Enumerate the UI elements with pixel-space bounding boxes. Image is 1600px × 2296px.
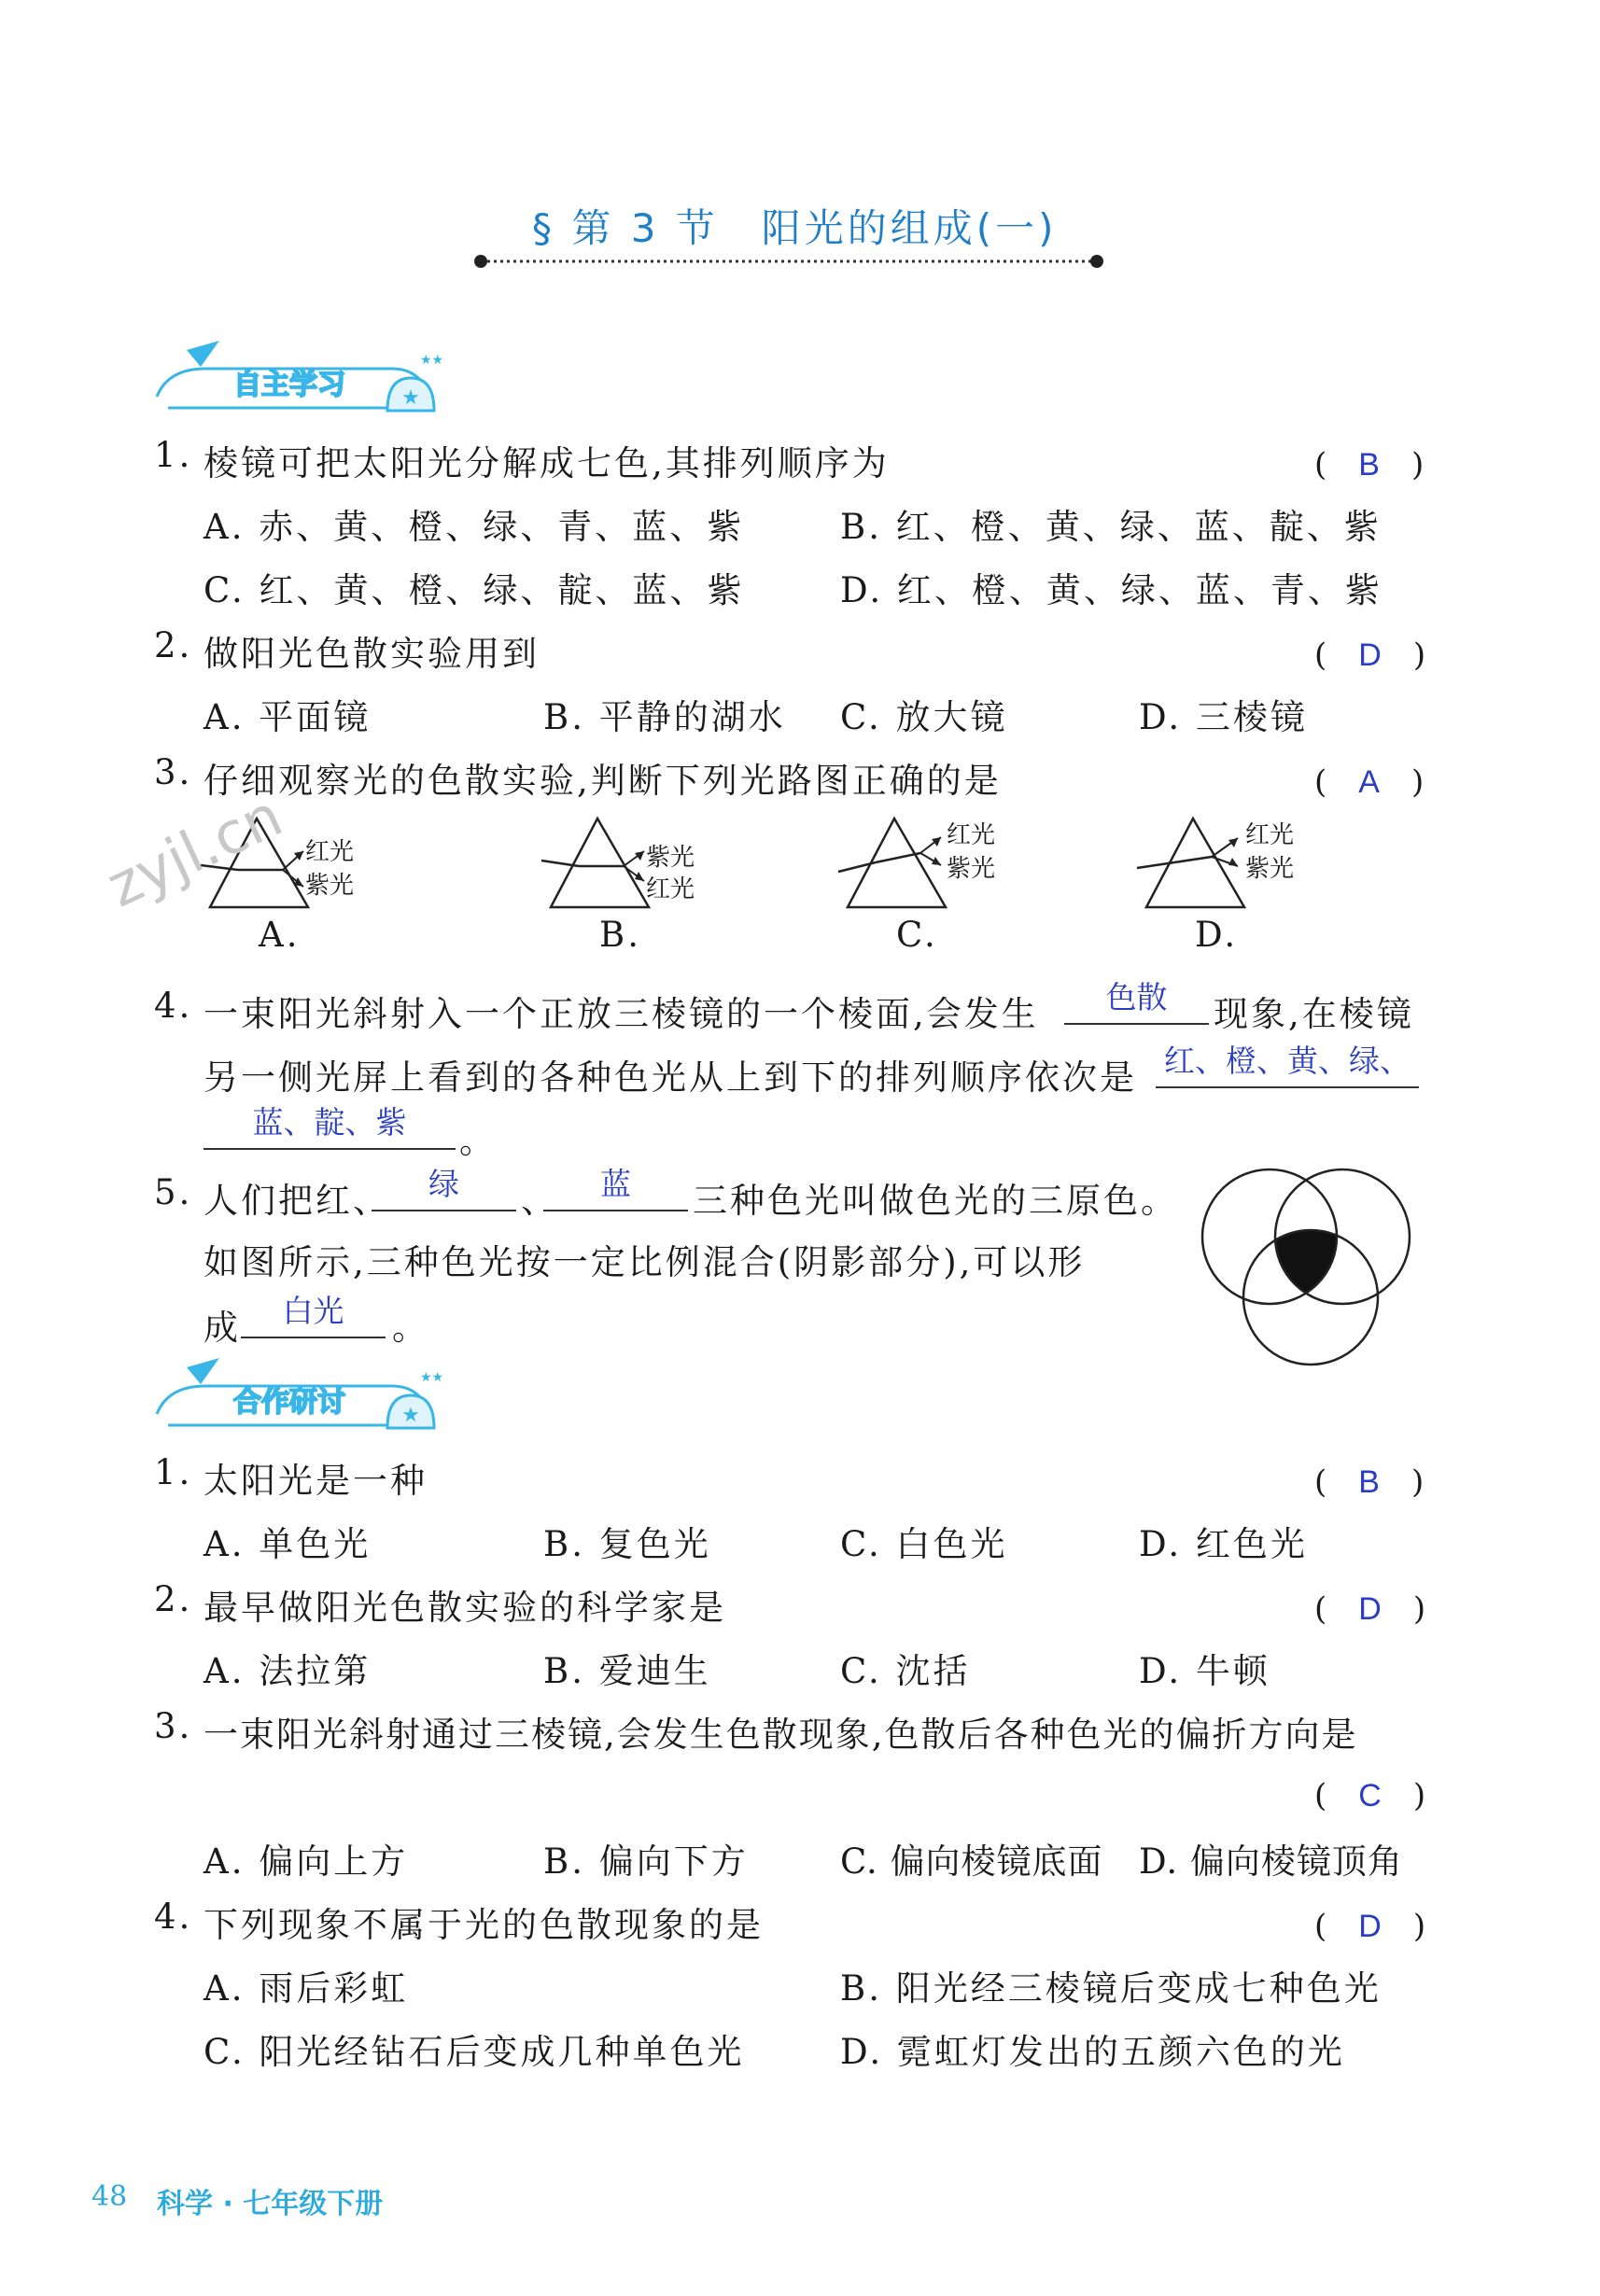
question-text: 仔细观察光的色散实验,判断下列光路图正确的是 (204, 761, 1002, 801)
option-b: B. 红、橙、黄、绿、蓝、靛、紫 (840, 507, 1382, 547)
option-d: D. 牛顿 (1139, 1651, 1270, 1691)
question-number: 4. (154, 1897, 193, 1937)
prism-diagram-c (838, 814, 1006, 954)
option-d: D. 三棱镜 (1139, 697, 1308, 737)
figure-letter: C. (896, 915, 938, 955)
question-text: 现象,在棱镜 (1214, 994, 1414, 1034)
question-text: 一束阳光斜射通过三棱镜,会发生色散现象,色散后各种色光的偏折方向是 (204, 1715, 1358, 1755)
answer-bracket: ( B ) (1314, 446, 1425, 483)
figure-letter: A. (259, 915, 301, 955)
option-d: D. 红、橙、黄、绿、蓝、青、紫 (840, 570, 1382, 610)
option-a: A. 雨后彩虹 (204, 1968, 409, 2009)
option-c: C. 白色光 (840, 1524, 1008, 1564)
blank-answer: 色散 (1105, 979, 1168, 1015)
question-number: 3. (154, 1706, 193, 1746)
blank-answer: 绿 (428, 1166, 459, 1202)
question-text: 三种色光叫做色光的三原色。 (693, 1181, 1178, 1221)
question-text: 成 (204, 1308, 241, 1348)
option-c: C. 红、黄、橙、绿、靛、蓝、紫 (204, 570, 745, 610)
answer-bracket: ( B ) (1314, 1463, 1425, 1501)
blank-answer: 蓝 (600, 1166, 631, 1202)
question-text: 做阳光色散实验用到 (204, 634, 540, 674)
section-banner-self-study (149, 341, 444, 419)
fill-blank[interactable] (372, 1165, 516, 1211)
svg-text:★: ★ (401, 386, 420, 410)
light-label-bottom: 紫光 (305, 872, 355, 900)
question-number: 2. (154, 1579, 193, 1619)
option-d: D. 红色光 (1139, 1524, 1308, 1564)
option-d: D. 偏向棱镜顶角 (1139, 1841, 1403, 1882)
blank-answer: 白光 (282, 1293, 344, 1329)
option-a: A. 偏向上方 (204, 1841, 409, 1882)
figure-letter: D. (1195, 915, 1239, 955)
answer-choice: A (1358, 764, 1380, 800)
question-text: 下列现象不属于光的色散现象的是 (204, 1905, 764, 1945)
option-c: C. 阳光经钻石后变成几种单色光 (204, 2032, 745, 2072)
question-number: 4. (154, 986, 193, 1026)
option-c: C. 沈括 (840, 1651, 971, 1691)
answer-choice: B (1358, 1464, 1380, 1500)
section-label: 合作研讨 (233, 1386, 345, 1419)
punctuation: 。 (392, 1308, 429, 1348)
page-number: 48 (91, 2180, 128, 2213)
question-text: 最早做阳光色散实验的科学家是 (204, 1588, 726, 1628)
answer-choice: D (1358, 1909, 1382, 1944)
venn-diagram (1193, 1165, 1436, 1370)
fill-blank[interactable] (1156, 1042, 1419, 1088)
fill-blank[interactable] (1064, 978, 1209, 1025)
answer-choice: D (1358, 1591, 1382, 1627)
option-d: D. 霓虹灯发出的五颜六色的光 (840, 2032, 1345, 2072)
option-b: B. 偏向下方 (543, 1841, 749, 1882)
option-a: A. 平面镜 (204, 697, 372, 737)
question-text: 如图所示,三种色光按一定比例混合(阴影部分),可以形 (204, 1242, 1086, 1282)
answer-choice: B (1358, 447, 1380, 483)
question-text: 一束阳光斜射入一个正放三棱镜的一个棱面,会发生 (204, 994, 1039, 1034)
option-c: C. 放大镜 (840, 697, 1008, 737)
option-b: B. 平静的湖水 (543, 697, 786, 737)
prism-diagram-b (541, 814, 709, 954)
answer-bracket: ( A ) (1314, 763, 1425, 801)
question-number: 3. (154, 752, 193, 792)
svg-text:★★: ★★ (420, 1370, 444, 1385)
light-label-bottom: 紫光 (947, 855, 996, 883)
blank-answer: 红、橙、黄、绿、 (1164, 1043, 1411, 1079)
question-number: 1. (154, 1452, 193, 1492)
page-title: § 第 3 节 阳光的组成(一) (532, 205, 1058, 251)
option-a: A. 单色光 (204, 1524, 372, 1564)
option-a: A. 赤、黄、橙、绿、青、蓝、紫 (204, 507, 745, 547)
option-b: B. 爱迪生 (543, 1651, 711, 1691)
option-a: A. 法拉第 (204, 1651, 372, 1691)
option-b: B. 复色光 (543, 1524, 711, 1564)
fill-blank[interactable] (543, 1165, 688, 1211)
svg-text:★: ★ (401, 1404, 420, 1427)
light-label-top: 紫光 (646, 844, 695, 872)
answer-choice: D (1358, 637, 1382, 673)
option-c: C. 偏向棱镜底面 (840, 1841, 1103, 1882)
option-b: B. 阳光经三棱镜后变成七种色光 (840, 1968, 1382, 2009)
answer-bracket: ( D ) (1314, 637, 1426, 674)
answer-bracket: ( C ) (1314, 1777, 1426, 1814)
blank-answer: 蓝、靛、紫 (252, 1104, 407, 1141)
answer-choice: C (1358, 1778, 1382, 1813)
answer-bracket: ( D ) (1314, 1908, 1426, 1945)
figure-letter: B. (599, 915, 641, 955)
question-text: 太阳光是一种 (204, 1461, 428, 1501)
title-underline (471, 252, 1106, 271)
question-text: 另一侧光屏上看到的各种色光从上到下的排列顺序依次是 (204, 1057, 1137, 1098)
fill-blank[interactable] (204, 1103, 456, 1150)
question-text: 棱镜可把太阳光分解成七色,其排列顺序为 (204, 443, 890, 483)
section-label: 自主学习 (233, 369, 345, 401)
light-label-top: 红光 (1245, 821, 1295, 849)
punctuation: 。 (459, 1121, 497, 1161)
light-label-top: 红光 (305, 838, 355, 866)
book-title: 科学 · 七年级下册 (157, 2188, 384, 2220)
question-text: 人们把红、 (204, 1181, 390, 1221)
answer-bracket: ( D ) (1314, 1590, 1426, 1628)
light-label-bottom: 红光 (646, 875, 695, 903)
light-label-bottom: 紫光 (1245, 855, 1295, 883)
separator: 、 (521, 1181, 558, 1221)
svg-text:★★: ★★ (420, 353, 444, 368)
prism-diagram-d (1137, 814, 1305, 954)
section-banner-cooperative (149, 1358, 444, 1436)
question-number: 2. (154, 625, 193, 665)
watermark: zyjl.cn (96, 780, 292, 921)
fill-blank[interactable] (241, 1292, 386, 1338)
question-number: 1. (154, 435, 193, 475)
question-number: 5. (154, 1172, 193, 1212)
light-label-top: 红光 (947, 821, 996, 849)
